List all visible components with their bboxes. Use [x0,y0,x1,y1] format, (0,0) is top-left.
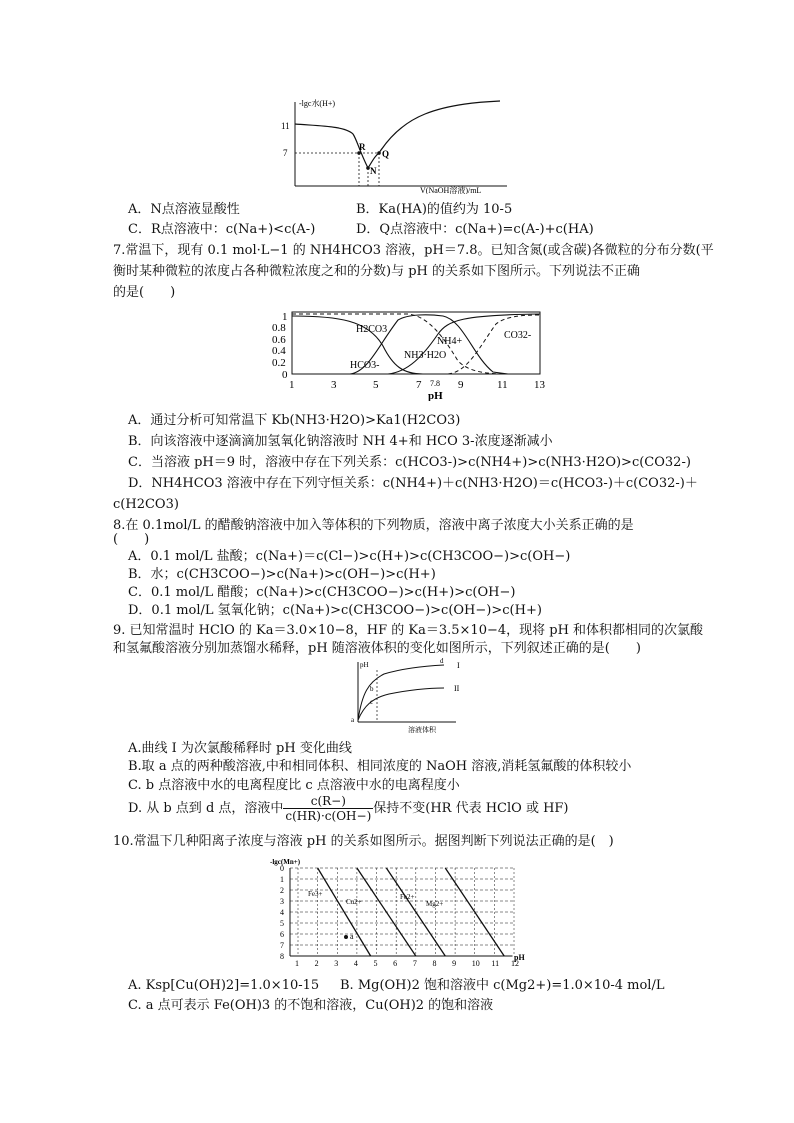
q7-label-hco3: HCO3- [350,360,380,371]
q9-stem-2: 和氢氟酸溶液分别加蒸馏水稀释，pH 随溶液体积的变化如图所示，下列叙述正确的是( ) [113,641,641,656]
q9-point-a: a [351,716,355,724]
q7-xtick: 9 [458,379,464,391]
q10-ytick: 5 [280,919,284,928]
q7-ytick: 0 [282,369,288,381]
q7-ytick: 1 [282,311,288,323]
q10-label-fe3: Fe3+ [308,890,323,898]
q7-ytick: 0.2 [272,357,286,369]
q10-xtick: 10 [471,959,480,968]
q10-xtick: 3 [334,959,339,968]
q10-ytick: 4 [280,908,284,917]
q10-ytick: 6 [280,930,284,939]
q10-ytick: 0 [280,864,284,873]
q10-ytick: 2 [280,886,284,895]
q6-point-q [377,151,381,155]
q9-option-d-fraction [283,794,373,823]
q9-point-d: d [440,658,444,665]
q7-xtick: 1 [289,379,295,391]
q7-xtick: 7.8 [430,379,440,388]
q7-plot-frame [292,312,540,374]
q8-stem-2: ( ) [113,532,150,547]
q7-label-nh3h2o: NH3·H2O [404,350,447,361]
q9-option-d [128,794,569,823]
q9-option-a: A.曲线 I 为次氯酸稀释时 pH 变化曲线 [128,741,352,756]
q10-label-fe2: Fe2+ [400,893,415,901]
q7-xtick: 11 [497,379,508,391]
q10-xtick: 12 [511,959,519,968]
q9-fraction-numerator: c(R−) [283,794,373,809]
q8-option-a: A．0.1 mol/L 盐酸；c(Na+)＝c(Cl−)>c(H+)>c(CH3COO−)>c(OH−) [128,549,571,564]
q6-ytick-11: 11 [281,121,290,131]
q9-option-d-pre: D. 从 b 点到 d 点，溶液中 [128,801,284,816]
q7-label-h2co3: H2CO3 [356,324,388,335]
q7-y-ticks [272,311,288,381]
q7-ytick: 0.6 [272,334,286,346]
q10-label-a: a [350,932,354,941]
q10-option-b: B. Mg(OH)2 饱和溶液中 c(Mg2+)=1.0×10-4 mol/L [340,978,665,993]
q7-chart [268,306,558,401]
q7-series-nh4 [292,314,508,374]
q8-option-d: D．0.1 mol/L 氢氧化钠；c(Na+)>c(CH3COO−)>c(OH−)>c(H+) [128,603,542,618]
q7-stem-1: 7.常温下，现有 0.1 mol·L−1 的 NH4HCO3 溶液，pH＝7.8。已知含氮(或含碳)各微粒的分布分数(平 [113,243,714,258]
q9-chart [344,658,474,734]
q7-option-d-2: c(H2CO3) [113,497,179,512]
q7-option-d-1: D．NH4HCO3 溶液中存在下列守恒关系：c(NH4+)＋c(NH3·H2O)＝c(HCO3-)＋c(CO32-)＋ [128,476,698,491]
q7-xtick: 13 [534,379,545,391]
q7-option-c: C．当溶液 pH＝9 时，溶液中存在下列关系：c(HCO3-)>c(NH4+)>c(NH3·H2O)>c(CO32-) [128,455,691,470]
q10-label-mg2: Mg2+ [426,900,444,908]
q7-label-nh4: NH4+ [437,336,463,347]
q7-xtick: 7 [416,379,422,391]
q9-option-d-post: 保持不变(HR 代表 HClO 或 HF) [373,801,569,816]
q7-xtick: 3 [331,379,337,391]
q7-option-b: B．向该溶液中逐滴滴加氢氧化钠溶液时 NH 4+和 HCO 3-浓度逐渐减小 [128,434,553,449]
q9-label-i: I [457,661,460,670]
q10-xtick: 6 [393,959,398,968]
q10-xtick: 5 [373,959,378,968]
q10-ytick: 7 [280,941,284,950]
q7-xtick: 5 [373,379,379,391]
q8-option-c: C．0.1 mol/L 醋酸；c(Na+)>c(CH3COO−)>c(H+)>c(OH−) [128,585,516,600]
q9-stem-1: 9. 已知常温时 HClO 的 Ka＝3.0×10−8，HF 的 Ka＝3.5×10−4，现将 pH 和体积都相同的次氯酸 [113,623,704,638]
q7-stem-3: 的是( ) [113,285,176,300]
q9-option-c: C. b 点溶液中水的电离程度比 c 点溶液中水的电离程度小 [128,778,460,793]
q10-stem: 10.常温下几种阳离子浓度与溶液 pH 的关系如图所示。据图判断下列说法正确的是( ) [113,834,614,849]
q10-ytick: 1 [280,875,284,884]
q10-xtick: 2 [314,959,319,968]
q6-option-d: D．Q点溶液中：c(Na+)=c(A-)+c(HA) [356,222,594,237]
q7-label-co3: CO32- [504,330,532,341]
q7-x-ticks [289,379,546,391]
q6-label-r: R [359,142,366,152]
q10-chart [268,856,528,971]
q6-option-c: C．R点溶液中：c(Na+)<c(A-) [128,222,316,237]
q10-xtick: 8 [432,959,437,968]
q10-option-c: C. a 点可表示 Fe(OH)3 的不饱和溶液，Cu(OH)2 的饱和溶液 [128,998,494,1013]
q10-xtick: 1 [295,959,299,968]
q9-point-b: b [370,685,374,693]
q9-option-b: B.取 a 点的两种酸溶液,中和相同体积、相同浓度的 NaOH 溶液,消耗氢氟酸的体积较小 [128,759,632,774]
q9-point-c: c [370,698,374,706]
q7-option-a: A．通过分析可知常温下 Kb(NH3·H2O)>Ka1(H2CO3) [128,413,461,428]
q10-label-cu2: Cu2+ [346,898,362,906]
q10-option-a: A. Ksp[Cu(OH)2]=1.0×10-15 [128,978,320,993]
q10-xtick: 11 [491,959,500,968]
q10-point-a [344,935,348,939]
q10-y-label: -lgc(Mn+) [270,858,301,866]
q10-ytick: 8 [280,952,284,961]
q10-x-label: pH [514,953,525,962]
q7-x-label: pH [428,390,443,401]
q10-grid [290,868,514,956]
q10-ytick: 3 [280,897,284,906]
q7-ytick: 0.8 [272,322,286,334]
q10-xtick: 7 [412,959,417,968]
q6-label-q: Q [382,149,390,159]
q9-label-ii: II [454,684,460,693]
q6-curve [295,101,500,168]
q7-stem-2: 衡时某种微粒的浓度占各种微粒浓度之和的分数)与 pH 的关系如下图所示。下列说法不正确 [113,264,640,279]
q9-x-label: 溶液体积 [408,726,436,734]
q9-y-label: pH [360,661,369,669]
q6-chart [275,96,515,194]
q10-y-ticks [280,864,284,961]
q6-x-label: V(NaOH溶液)/mL [420,186,482,194]
q10-xtick: 4 [353,959,358,968]
q8-stem-1: 8.在 0.1mol/L 的醋酸钠溶液中加入等体积的下列物质，溶液中离子浓度大小关系正确的是 [113,518,634,533]
q10-x-ticks [295,959,519,968]
q6-label-n: N [370,166,377,176]
q6-option-a: A．N点溶液显酸性 [128,202,240,217]
q6-y-label: -lgc水(H+) [299,99,336,108]
q7-ytick: 0.4 [272,345,286,357]
q6-ytick-7: 7 [283,148,288,158]
q9-fraction-denominator: c(HR)·c(OH−) [285,809,372,823]
q8-option-b: B．水；c(CH3COO−)>c(Na+)>c(OH−)>c(H+) [128,567,436,582]
q6-option-b: B．Ka(HA)的值约为 10-5 [356,202,513,217]
q10-xtick: 9 [452,959,457,968]
q7-series-nh3h2o [388,314,540,374]
